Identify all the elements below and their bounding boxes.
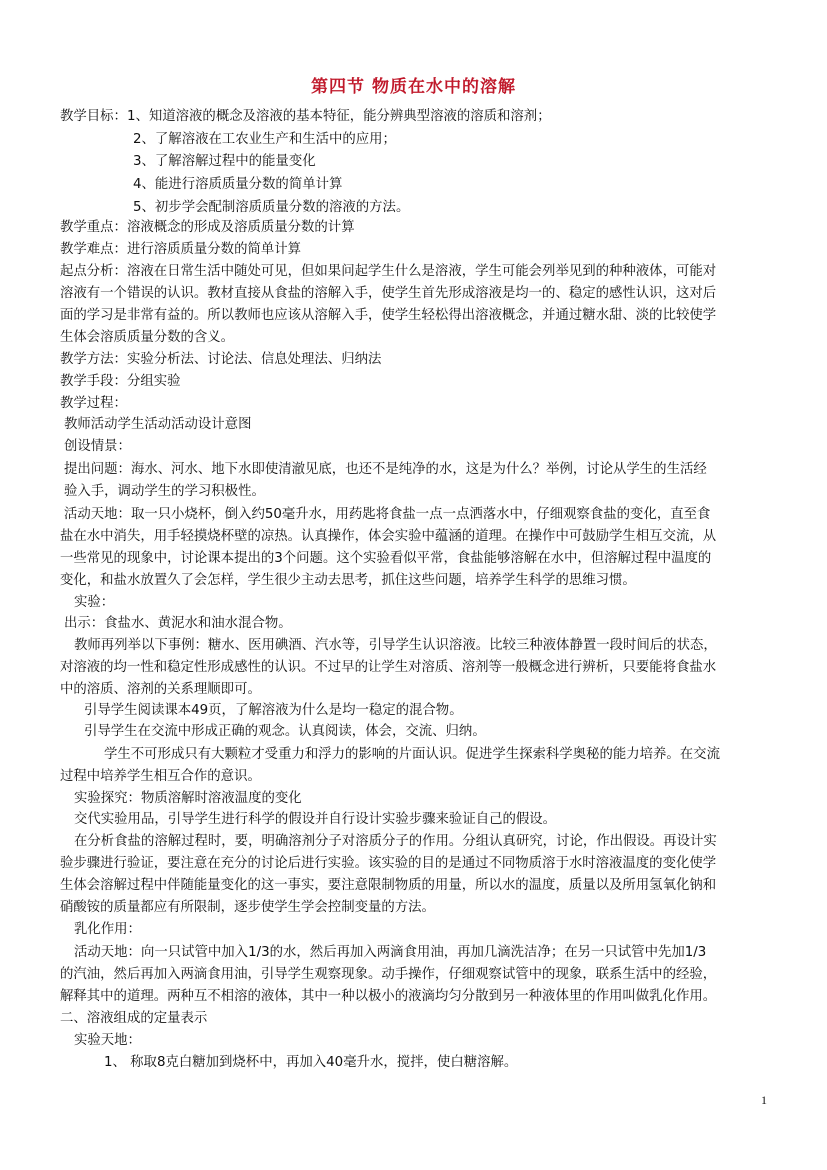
text-line: 过程中培养学生相互合作的意识。 (60, 769, 261, 784)
text-line: 生体会溶解过程中伴随能量变化的这一事实，要注意限制物质的用量，所以水的温度，质量以及所用氢氧化钠和 (60, 878, 717, 893)
text-line: 在分析食盐的溶解过程时，要，明确溶剂分子对溶质分子的作用。分组认真研究，讨论，作出假设。再设计实 (74, 834, 717, 849)
text-line: 教师活动学生活动活动设计意图 (64, 417, 252, 432)
text-line: 对溶液的均一性和稳定性形成感性的认识。不过早的让学生对溶质、溶剂等一般概念进行辨析，只要能将食盐水 (60, 660, 717, 675)
text-line: 一些常见的现象中，讨论课本提出的3个问题。这个实验看似平常，食盐能够溶解在水中，但溶解过程中温度的 (60, 551, 712, 566)
text-line: 教学手段：分组实验 (60, 374, 181, 389)
text-line: 验步骤进行验证，要注意在充分的讨论后进行实验。该实验的目的是通过不同物质溶于水时溶液温度的变化使学 (60, 856, 717, 871)
text-line: 实验： (74, 595, 115, 610)
text-line: 教师再列举以下事例：糖水、医用碘酒、汽水等，引导学生认识溶液。比较三种液体静置一段时间后的状态， (74, 638, 717, 653)
text-line: 面的学习是非常有益的。所以教师也应该从溶解入手，使学生轻松得出溶液概念，并通过糖水甜、淡的比较使学 (60, 308, 717, 323)
text-line: 实验探究：物质溶解时溶液温度的变化 (74, 791, 302, 806)
text-line: 3、了解溶解过程中的能量变化 (133, 154, 316, 169)
text-line: 的汽油，然后再加入两滴食用油，引导学生观察现象。动手操作，仔细观察试管中的现象，联系生活中的经验， (60, 967, 717, 982)
text-line: 提出问题：海水、河水、地下水即使清澈见底，也还不是纯净的水，这是为什么？举例，讨论从学生的生活经 (64, 462, 707, 477)
text-line: 解释其中的道理。两种互不相溶的液体，其中一种以极小的液滴均匀分散到另一种液体里的作用叫做乳化作用。 (60, 989, 717, 1004)
page-number: 1 (761, 1093, 767, 1107)
text-line: 引导学生阅读课本49页，了解溶液为什么是均一稳定的混合物。 (84, 703, 463, 718)
text-line: 引导学生在交流中形成正确的观念。认真阅读，体会，交流、归纳。 (84, 724, 486, 739)
text-line: 中的溶质、溶剂的关系理顺即可。 (60, 682, 261, 697)
text-line: 生体会溶质质量分数的含义。 (60, 330, 235, 345)
text-line: 1、 称取8克白糖加到烧杯中，再加入40毫升水，搅拌，使白糖溶解。 (104, 1055, 518, 1070)
text-line: 盐在水中消失，用手轻摸烧杯壁的凉热。认真操作，体会实验中蕴涵的道理。在操作中可鼓励学生相互交流，从 (60, 529, 717, 544)
text-line: 4、能进行溶质质量分数的简单计算 (133, 177, 343, 192)
text-line: 教学难点：进行溶质质量分数的简单计算 (60, 242, 302, 257)
text-line: 变化，和盐水放置久了会怎样，学生很少主动去思考，抓住这些问题，培养学生科学的思维习惯。 (60, 573, 636, 588)
page-title: 第四节 物质在水中的溶解 (311, 77, 516, 97)
text-line: 验入手，调动学生的学习积极性。 (64, 484, 265, 499)
text-line: 出示：食盐水、黄泥水和油水混合物。 (64, 616, 292, 631)
text-line: 起点分析：溶液在日常生活中随处可见，但如果问起学生什么是溶液，学生可能会列举见到的种种液体，可能对 (60, 264, 717, 279)
text-line: 5、初步学会配制溶质质量分数的溶液的方法。 (133, 200, 410, 215)
text-line: 溶液有一个错误的认识。教材直接从食盐的溶解入手，使学生首先形成溶液是均一的、稳定的感性认识，这对后 (60, 286, 717, 301)
text-line: 教学方法：实验分析法、讨论法、信息处理法、归纳法 (60, 352, 382, 367)
text-line: 活动天地：向一只试管中加入1/3的水，然后再加入两滴食用油，再加几滴洗洁净；在另一只试管中先加1/3 (74, 945, 707, 960)
text-line: 交代实验用品，引导学生进行科学的假设并自行设计实验步骤来验证自己的假设。 (74, 812, 557, 827)
text-line: 学生不可形成只有大颗粒才受重力和浮力的影响的片面认识。促进学生探索科学奥秘的能力培养。在交流 (104, 747, 720, 762)
text-line: 二、溶液组成的定量表示 (60, 1011, 208, 1026)
text-line: 实验天地： (74, 1033, 141, 1048)
text-line: 2、了解溶液在工农业生产和生活中的应用； (133, 132, 396, 147)
text-line: 教学目标：1、知道溶液的概念及溶液的基本特征，能分辨典型溶液的溶质和溶剂； (60, 109, 551, 124)
text-line: 活动天地：取一只小烧杯，倒入约50毫升水，用药匙将食盐一点一点洒落水中，仔细观察食盐的变化，直至食 (64, 507, 711, 522)
text-line: 乳化作用： (74, 922, 141, 937)
text-line: 创设情景： (64, 439, 131, 454)
text-line: 教学重点：溶液概念的形成及溶质质量分数的计算 (60, 220, 355, 235)
text-line: 教学过程： (60, 396, 127, 411)
text-line: 硝酸铵的质量都应有所限制，逐步使学生学会控制变量的方法。 (60, 900, 435, 915)
